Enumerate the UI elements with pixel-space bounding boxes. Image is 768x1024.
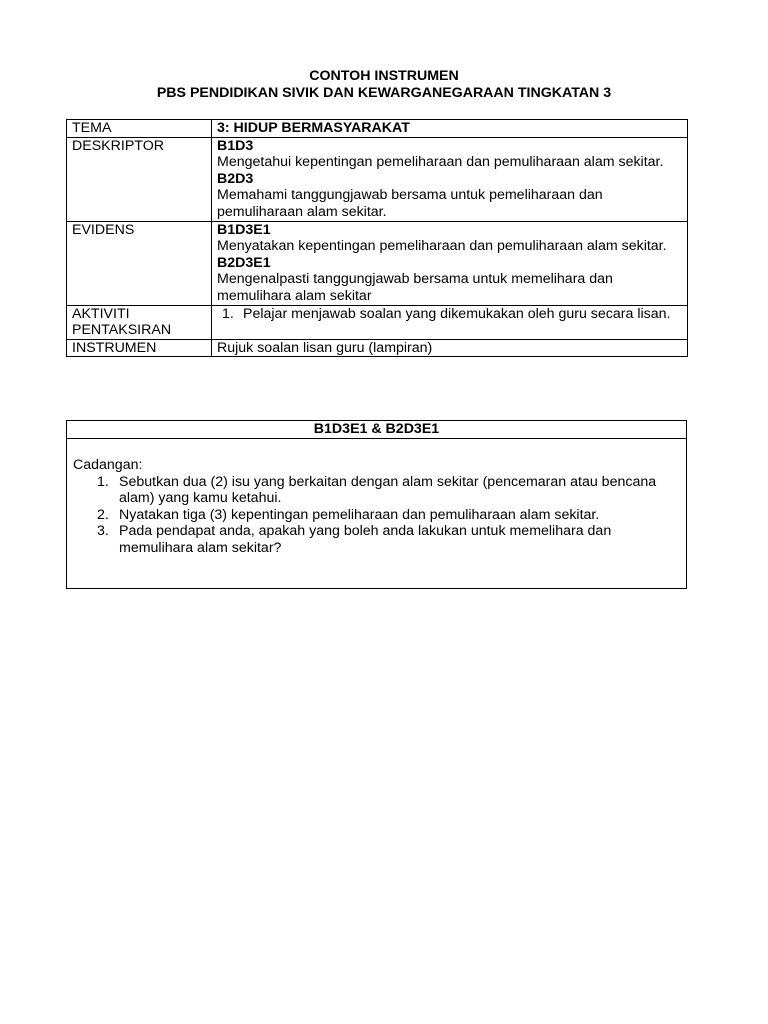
list-item <box>217 306 683 323</box>
questions-list <box>73 474 686 557</box>
aktiviti-label <box>67 305 212 339</box>
list-item-number: 1. <box>97 473 109 490</box>
deskriptor-code-1: B1D3 <box>217 137 254 154</box>
list-item <box>73 507 686 524</box>
deskriptor-text-2: Memahami tanggungjawab bersama untuk pemeliharaan dan pemuliharaan alam sekitar. <box>217 187 603 220</box>
evidens-text-2: Mengenalpasti tanggungjawab bersama untuk memelihara dan memulihara alam sekitar <box>217 271 613 304</box>
table-row-evidens <box>67 221 688 305</box>
document-title: CONTOH INSTRUMEN <box>309 68 459 84</box>
list-item <box>73 474 686 507</box>
list-item-text: Nyatakan tiga (3) kepentingan pemeliharaan dan pemuliharaan alam sekitar. <box>119 506 600 523</box>
aktiviti-value <box>212 305 688 339</box>
evidens-label: EVIDENS <box>67 221 212 305</box>
document-subtitle: PBS PENDIDIKAN SIVIK DAN KEWARGANEGARAAN TINGKATAN 3 <box>156 85 612 101</box>
list-item-text: Pada pendapat anda, apakah yang boleh anda lakukan untuk memelihara dan memulihara alam sekitar? <box>119 523 612 556</box>
deskriptor-text-1: Mengetahui kepentingan pemeliharaan dan pemuliharaan alam sekitar. <box>217 154 664 171</box>
evidens-text-1: Menyatakan kepentingan pemeliharaan dan pemuliharaan alam sekitar. <box>217 238 667 255</box>
table-row-tema <box>67 120 688 138</box>
list-item-number: 2. <box>97 506 109 523</box>
table-row-aktiviti <box>67 305 688 339</box>
evidens-code-1: B1D3E1 <box>217 221 271 238</box>
deskriptor-label: DESKRIPTOR <box>67 137 212 221</box>
instrumen-value: Rujuk soalan lisan guru (lampiran) <box>212 339 688 357</box>
questions-box <box>66 420 687 589</box>
deskriptor-value <box>212 137 688 221</box>
questions-body <box>67 439 686 557</box>
tema-value <box>212 120 688 138</box>
table-row-deskriptor <box>67 137 688 221</box>
questions-intro: Cadangan: <box>73 457 143 473</box>
instrumen-label: INSTRUMEN <box>67 339 212 357</box>
aktiviti-label-line1: AKTIVITI <box>72 305 130 322</box>
list-item-number: 3. <box>97 523 109 540</box>
list-item-number: 1. <box>222 305 234 322</box>
tema-value-text: 3: HIDUP BERMASYARAKAT <box>217 120 410 136</box>
instrument-table <box>66 119 688 357</box>
evidens-code-2: B2D3E1 <box>217 254 271 271</box>
list-item-text: Pelajar menjawab soalan yang dikemukakan oleh guru secara lisan. <box>243 305 671 322</box>
evidens-value <box>212 221 688 305</box>
questions-heading: B1D3E1 & B2D3E1 <box>67 421 686 439</box>
list-item <box>73 523 686 556</box>
aktiviti-label-line2: PENTAKSIRAN <box>72 322 172 339</box>
list-item-text: Sebutkan dua (2) isu yang berkaitan dengan alam sekitar (pencemaran atau bencana alam) yang kamu ketahui. <box>119 473 657 507</box>
table-row-instrumen <box>67 339 688 357</box>
deskriptor-code-2: B2D3 <box>217 170 254 187</box>
aktiviti-list <box>217 306 683 323</box>
tema-label: TEMA <box>67 120 212 138</box>
